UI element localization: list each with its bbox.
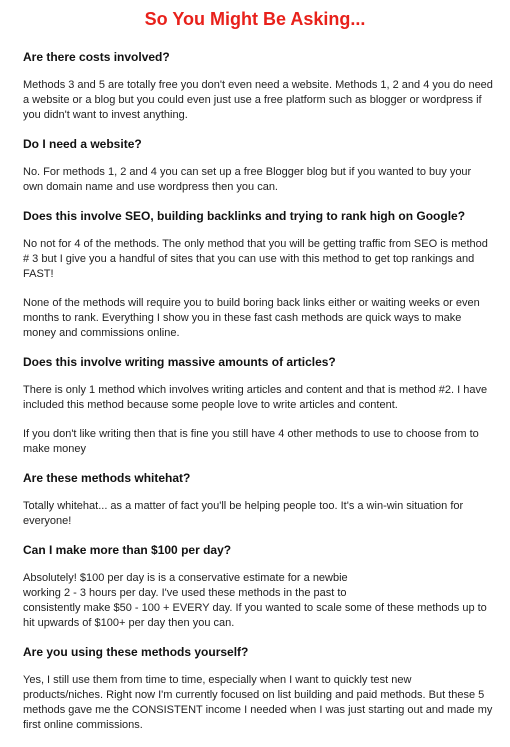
faq-answer: No. For methods 1, 2 and 4 you can set up a free Blogger blog but if you wanted to buy your own domain name and use wordpress then you can. (23, 166, 472, 193)
faq-question: Do I need a website? (23, 137, 142, 151)
faq-question: Are these methods whitehat? (23, 471, 191, 485)
faq-question: Does this involve SEO, building backlinks and trying to rank high on Google? (23, 209, 466, 223)
faq-answer: No not for 4 of the methods. The only method that you will be getting traffic from SEO is method # 3 but I give you a handful of sites that you can use with this method to get top rankings and FAST! (23, 238, 488, 280)
faq-answer: There is only 1 method which involves writing articles and content and that is method #2. I have included this method because some people love to write articles and content. (23, 384, 488, 411)
faq-answer: If you don't like writing then that is fine you still have 4 other methods to use to choose from to make money (23, 428, 479, 455)
faq-question: Are there costs involved? (23, 50, 170, 64)
faq-question: Are you using these methods yourself? (23, 645, 249, 659)
faq-answer: Totally whitehat... as a matter of fact you'll be helping people too. It's a win-win situation for everyone! (23, 500, 464, 527)
faq-question: Does this involve writing massive amounts of articles? (23, 355, 336, 369)
faq-answer: None of the methods will require you to build boring back links either or waiting weeks or even months to rank. Everything I show you in these fast cash methods are quick ways to make money and commissions online. (23, 297, 480, 339)
answer-line: working 2 - 3 hours per day. I've used these methods in the past to (23, 587, 347, 599)
answer-line: consistently make $50 - 100 + EVERY day. If you wanted to scale some of these methods up to hit upwards of $100+ per day then you can. (23, 602, 487, 629)
faq-answer (23, 571, 493, 631)
page-title: So You Might Be Asking... (144, 9, 366, 29)
answer-line: Absolutely! $100 per day is is a conservative estimate for a newbie (23, 572, 348, 584)
faq-list (23, 50, 493, 747)
faq-answer: Yes, I still use them from time to time, especially when I want to quickly test new products/niches. Right now I'm currently focused on list building and paid methods. But these 5 methods gave me the CONSISTENT income I needed when I was just starting out and made my first online commissions. (23, 674, 493, 731)
faq-answer: Methods 3 and 5 are totally free you don't even need a website. Methods 1, 2 and 4 you do need a website or a blog but you could even just use a free platform such as blogger or wordpress if you didn't want to invest anything. (23, 79, 493, 121)
faq-question: Can I make more than $100 per day? (23, 543, 232, 557)
